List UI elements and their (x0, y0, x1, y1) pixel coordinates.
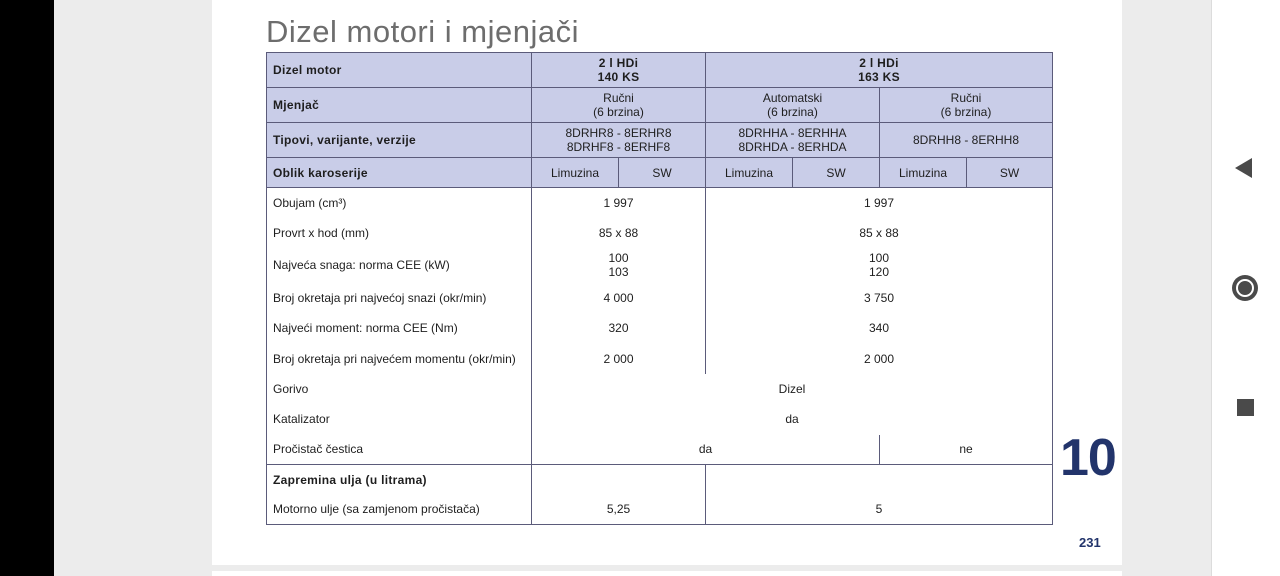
row-label: Zapremina ulja (u litrama) (273, 472, 427, 487)
value-cell: da (532, 435, 880, 465)
value-cell (532, 248, 706, 283)
row-label: Provrt x hod (mm) (273, 225, 370, 240)
play-back-icon[interactable] (1235, 158, 1252, 178)
row-label: Broj okretaja pri najvećoj snazi (okr/min) (273, 290, 487, 305)
gearbox-a-type: Ručni (603, 91, 634, 105)
engine-b-name: 2 l HDi (859, 56, 899, 70)
value-cell: 1 997 (532, 188, 706, 218)
types-a-line1: 8DRHR8 - 8ERHR8 (565, 126, 672, 140)
engine-a-name: 2 l HDi (598, 56, 639, 70)
types-c-cell: 8DRHH8 - 8ERHH8 (880, 123, 1053, 158)
stop-icon[interactable] (1237, 399, 1254, 416)
body-type-cell: SW (967, 158, 1053, 188)
engine-label: Dizel motor (267, 53, 532, 88)
body-type-cell: SW (793, 158, 880, 188)
value-cell: 1 997 (706, 188, 1053, 218)
value-cell: 85 x 88 (532, 218, 706, 248)
header-row-engine (267, 53, 1053, 88)
body-type-cell: Limuzina (532, 158, 619, 188)
types-a-cell (532, 123, 706, 158)
header-row-body (267, 158, 1053, 188)
value-cell: 3 750 (706, 283, 1053, 313)
value-cell: 2 000 (706, 344, 1053, 374)
value-cell: 4 000 (532, 283, 706, 313)
left-black-bar (0, 0, 54, 576)
engine-b-power: 163 KS (858, 70, 900, 84)
value-cell: 340 (706, 313, 1053, 344)
types-b-cell (706, 123, 880, 158)
specs-table-wrapper (266, 52, 1053, 525)
engine-specs-table (266, 52, 1053, 525)
value-cell: ne (880, 435, 1053, 465)
table-row (267, 465, 1053, 495)
value-line: 103 (608, 265, 629, 279)
document-page (212, 0, 1122, 565)
table-row (267, 374, 1053, 404)
engine-a-power: 140 KS (597, 70, 640, 84)
header-row-gearbox (267, 88, 1053, 123)
types-b-line1: 8DRHHA - 8ERHHA (738, 126, 847, 140)
table-row (267, 218, 1053, 248)
value-cell (706, 248, 1053, 283)
header-row-types (267, 123, 1053, 158)
value-line: 100 (608, 251, 629, 265)
row-label: Katalizator (273, 412, 330, 426)
value-cell: 5 (706, 495, 1053, 525)
value-line: 100 (869, 251, 890, 265)
value-cell (532, 465, 706, 495)
row-label: Broj okretaja pri najvećem momentu (okr/min) (273, 351, 516, 366)
gearbox-b-type: Automatski (762, 91, 823, 105)
table-row (267, 404, 1053, 435)
table-row (267, 283, 1053, 313)
gearbox-c-type: Ručni (950, 91, 982, 105)
table-row (267, 495, 1053, 525)
value-cell (706, 465, 1053, 495)
gearbox-c-speeds: (6 brzina) (940, 105, 992, 119)
body-type-cell: Limuzina (706, 158, 793, 188)
section-number: 10 (1060, 429, 1116, 487)
value-cell: Dizel (532, 374, 1053, 404)
value-cell: 5,25 (532, 495, 706, 525)
gearbox-label: Mjenjač (267, 88, 532, 123)
types-a-line2: 8DRHF8 - 8ERHF8 (566, 140, 671, 154)
row-label: Pročistač čestica (273, 442, 364, 457)
gearbox-b-speeds: (6 brzina) (767, 105, 818, 119)
next-page-edge (212, 571, 1122, 576)
table-row (267, 344, 1053, 374)
row-label: Motorno ulje (sa zamjenom pročistača) (273, 502, 480, 517)
gearbox-a-speeds: (6 brzina) (593, 105, 644, 119)
row-label: Najveći moment: norma CEE (Nm) (273, 321, 458, 335)
engine-a-cell (532, 53, 706, 88)
value-line: 120 (869, 265, 890, 279)
body-label: Oblik karoserije (267, 158, 532, 188)
types-label: Tipovi, varijante, verzije (267, 123, 532, 158)
row-label: Najveća snaga: norma CEE (kW) (273, 258, 450, 272)
table-row (267, 435, 1053, 465)
record-icon[interactable] (1232, 275, 1258, 301)
gearbox-c-cell (880, 88, 1053, 123)
value-cell: da (532, 404, 1053, 435)
table-row (267, 248, 1053, 283)
row-label: Obujam (cm³) (273, 195, 347, 210)
row-label: Gorivo (273, 381, 309, 396)
value-cell: 85 x 88 (706, 218, 1053, 248)
value-cell: 2 000 (532, 344, 706, 374)
body-type-cell: SW (619, 158, 706, 188)
body-type-cell: Limuzina (880, 158, 967, 188)
page-title: Dizel motori i mjenjači (266, 14, 579, 49)
table-row (267, 313, 1053, 344)
table-row (267, 188, 1053, 218)
page-number: 231 (1079, 535, 1101, 550)
value-cell: 320 (532, 313, 706, 344)
types-b-line2: 8DRHDA - 8ERHDA (738, 140, 847, 154)
gearbox-a-cell (532, 88, 706, 123)
engine-b-cell (706, 53, 1053, 88)
gearbox-b-cell (706, 88, 880, 123)
